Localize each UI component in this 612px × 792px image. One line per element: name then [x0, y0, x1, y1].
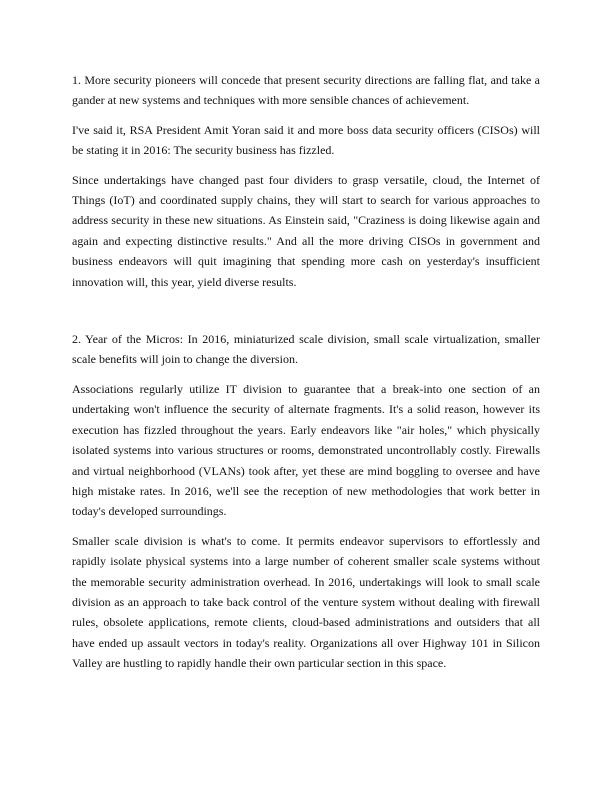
paragraph-prediction-2: 2. Year of the Micros: In 2016, miniaturized scale division, small scale virtualization, smaller scale benefits will join to change the diversion. [72, 332, 540, 367]
document-page [72, 70, 540, 683]
paragraph-prediction-1: 1. More security pioneers will concede that present security directions are falling flat, and take a gander at new systems and techniques with more sensible chances of achievement. [72, 73, 540, 108]
paragraph-rsa-quote: I've said it, RSA President Amit Yoran said it and more boss data security officers (CISOs) will be stating it in 2016: The security business has fizzled. [72, 122, 540, 158]
paragraph-associations: Associations regularly utilize IT division to guarantee that a break-into one section of an undertaking won't influence the security of alternate fragments. It's a solid reason, however its execution has fizzled throughout the years. Early endeavors like "air holes," which physically isolated systems into various structures or rooms, demonstrated uncontrollably costly. Firewalls and virtual neighborhood (VLANs) took after, yet these are mind boggling to oversee and have high mistake rates. In 2016, we'll see the reception of new methodologies that work better in today's developed surroundings. [72, 381, 540, 519]
paragraph-einstein: Since undertakings have changed past four dividers to grasp versatile, cloud, the Internet of Things (IoT) and coordinated supply chains, they will start to search for various approaches to address security in these new situations. As Einstein said, "Craziness is doing likewise again and again and expecting distinctive results." And all the more driving CISOs in government and business endeavors will quit imagining that spending more cash on yesterday's insufficient innovation will, this year, yield diverse results. [72, 172, 540, 289]
paragraph-micro-segmentation: Smaller scale division is what's to come. It permits endeavor supervisors to effortlessly and rapidly isolate physical systems into a large number of coherent smaller scale systems without the memorable security administration overhead. In 2016, undertakings will look to small scale division as an approach to take back control of the venture system without dealing with firewall rules, obsolete applications, remote clients, cloud-based administrations and outsiders that all have ended up assault vectors in today's reality. Organizations all over Highway 101 in Silicon Valley are hustling to rapidly handle their own particular section in this space. [72, 533, 540, 671]
